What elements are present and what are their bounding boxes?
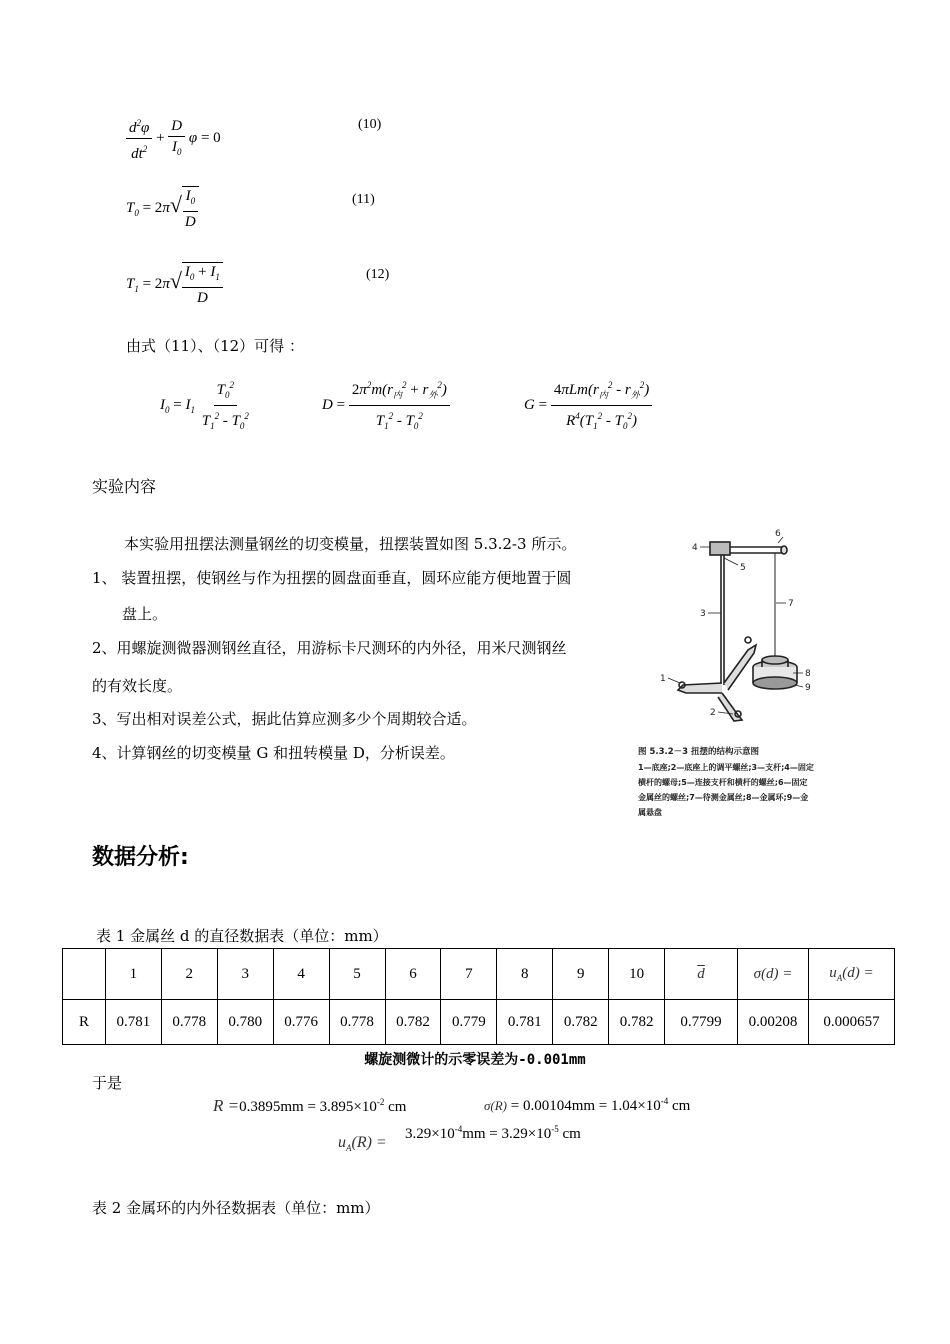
- analysis-title: 数据分析:: [92, 845, 189, 870]
- table-header-cell: 6: [385, 949, 441, 1000]
- derivation-line: 由式（11）、（12）可得 ：: [126, 337, 304, 355]
- table-cell: 0.782: [609, 1000, 665, 1045]
- section-title: 实验内容: [92, 477, 157, 496]
- table-cell: 0.778: [329, 1000, 385, 1045]
- r-result: $R =0.3895mm = 3.895\times 10^{-2}$ cm: [213, 1096, 407, 1115]
- ua-value-b: mm = 3.29×10: [462, 1126, 552, 1142]
- figure-caption-title: 图 5.3.2－3 扭摆的结构示意图: [638, 747, 760, 757]
- formula-g: G = $\frac{4\pi Lm(r_内^2 - r_外^2)}{R^4(T_1^2 - T_0^2)}$: [524, 376, 652, 435]
- figure-caption-line-3: 金属丝的螺丝;7—待测金属丝;8—金属环;9—金: [638, 793, 809, 802]
- row-label: R: [63, 1000, 106, 1045]
- step-1-line-1: 1、 装置扭摆，使钢丝与作为扭摆的圆盘面垂直，圆环应能方便地置于圆: [92, 569, 572, 587]
- table-cell: 0.782: [385, 1000, 441, 1045]
- step-2-line-2: 的有效长度。: [92, 677, 183, 695]
- figure-label-8: 8: [805, 669, 811, 679]
- r-unit: cm: [388, 1099, 407, 1115]
- table-row: [63, 1000, 895, 1045]
- equation-10-number: (10): [358, 117, 382, 132]
- table-header-cell: 3: [217, 949, 273, 1000]
- formula-d: D = $\frac{2\pi^2m(r_内^2 + r_外^2)}{T_1^2 - T_0^2}$: [322, 376, 450, 435]
- table-cell: 0.781: [497, 1000, 553, 1045]
- table-cell: 0.779: [441, 1000, 497, 1045]
- sigma-cell: 0.00208: [738, 1000, 809, 1045]
- table-cell: 0.778: [161, 1000, 217, 1045]
- figure-label-1: 1: [660, 674, 666, 684]
- sigma-exponent: -4: [660, 1096, 669, 1106]
- step-4: 4、计算钢丝的切变模量 G 和扭转模量 D，分析误差。: [92, 744, 455, 762]
- table-cell: 0.780: [217, 1000, 273, 1045]
- pendulum-diagram: [638, 525, 853, 735]
- formula-i0: $I_0 = I_1$ $\frac{T_0^2}{T_1^2 - T_0^2}$: [160, 376, 252, 435]
- intro-paragraph: 本实验用扭摆法测量钢丝的切变模量，扭摆装置如图 5.3.2-3 所示。: [124, 535, 577, 553]
- ua-exponent-b: -5: [551, 1124, 559, 1134]
- mean-cell: 0.7799: [665, 1000, 738, 1045]
- figure-label-4: 4: [692, 543, 698, 553]
- step-3: 3、写出相对误差公式，据此估算应测多少个周期较合适。: [92, 710, 477, 728]
- sigma-unit: cm: [671, 1098, 691, 1114]
- table-header-cell: 2: [161, 949, 217, 1000]
- ua-unit: cm: [562, 1126, 581, 1142]
- r-value: 0.3895mm = 3.895×10: [239, 1099, 377, 1115]
- table2-caption: 表 2 金属环的内外径数据表（单位：mm）: [92, 1199, 380, 1217]
- table-cell: 0.776: [273, 1000, 329, 1045]
- figure-label-9: 9: [805, 683, 811, 693]
- torsion-pendulum-figure: [638, 525, 853, 825]
- figure-caption-line-2: 横杆的螺母;5—连接支杆和横杆的螺丝;6—固定: [638, 778, 808, 787]
- table-corner-cell: [63, 949, 106, 1000]
- figure-label-5: 5: [740, 563, 746, 573]
- diameter-table: [62, 948, 895, 1045]
- r-exponent: -2: [376, 1097, 385, 1107]
- sigma-header: σ(d) =: [738, 949, 809, 1000]
- table-header-cell: 9: [553, 949, 609, 1000]
- figure-label-6: 6: [775, 529, 781, 539]
- equation-12-number: (12): [366, 267, 390, 282]
- table-header-cell: 5: [329, 949, 385, 1000]
- mean-header: $\overline{d}$: [665, 949, 738, 1000]
- equation-12: $T_1 = 2\pi√$ $\frac{I_0 + I_1}{D}$: [126, 262, 223, 307]
- ua-exponent-a: -4: [454, 1124, 463, 1134]
- table-header-cell: 8: [497, 949, 553, 1000]
- zero-error-note: 螺旋测微计的示零误差为-0.001mm: [364, 1052, 586, 1068]
- figure-label-3: 3: [700, 609, 706, 619]
- ua-value-line: [405, 1124, 581, 1143]
- figure-caption-line-4: 属悬盘: [638, 808, 662, 817]
- figure-label-2: 2: [710, 708, 716, 718]
- table-header-cell: 4: [273, 949, 329, 1000]
- sigma-value: = 0.00104mm = 1.04×10: [510, 1098, 661, 1114]
- figure-caption-line-1: 1—底座;2—底座上的调平螺丝;3—支杆;4—固定: [638, 763, 814, 772]
- table-cell: 0.781: [105, 1000, 161, 1045]
- table-header-cell: 10: [609, 949, 665, 1000]
- table-header-cell: 7: [441, 949, 497, 1000]
- table1-caption: 表 1 金属丝 d 的直径数据表（单位：mm）: [96, 927, 388, 945]
- ua-cell: 0.000657: [808, 1000, 894, 1045]
- table-cell: 0.782: [553, 1000, 609, 1045]
- ua-value-a: 3.29×10: [405, 1126, 455, 1142]
- equation-10: $\frac{d^2\varphi}{dt^2}$ + $\frac{D}{I_0}$ φ = 0: [126, 114, 221, 163]
- step-1-line-2: 盘上。: [122, 605, 168, 623]
- sigma-result: $\sigma(R) = 0.00104mm = 1.04\times 10^{-4}$ cm: [484, 1096, 691, 1114]
- equation-11: $T_0 = 2\pi√$ $\frac{I_0}{D}$: [126, 186, 199, 231]
- ua-header: $u_A(d)$ =: [808, 949, 894, 1000]
- ua-result: $u_A(R)$ =: [338, 1134, 387, 1154]
- step-2-line-1: 2、用螺旋测微器测钢丝直径，用游标卡尺测环的内外径，用米尺测钢丝: [92, 639, 567, 657]
- table-header-row: [63, 949, 895, 1000]
- table-header-cell: 1: [105, 949, 161, 1000]
- therefore-text: 于是: [92, 1074, 123, 1092]
- equation-11-number: (11): [352, 192, 375, 207]
- figure-label-7: 7: [788, 599, 794, 609]
